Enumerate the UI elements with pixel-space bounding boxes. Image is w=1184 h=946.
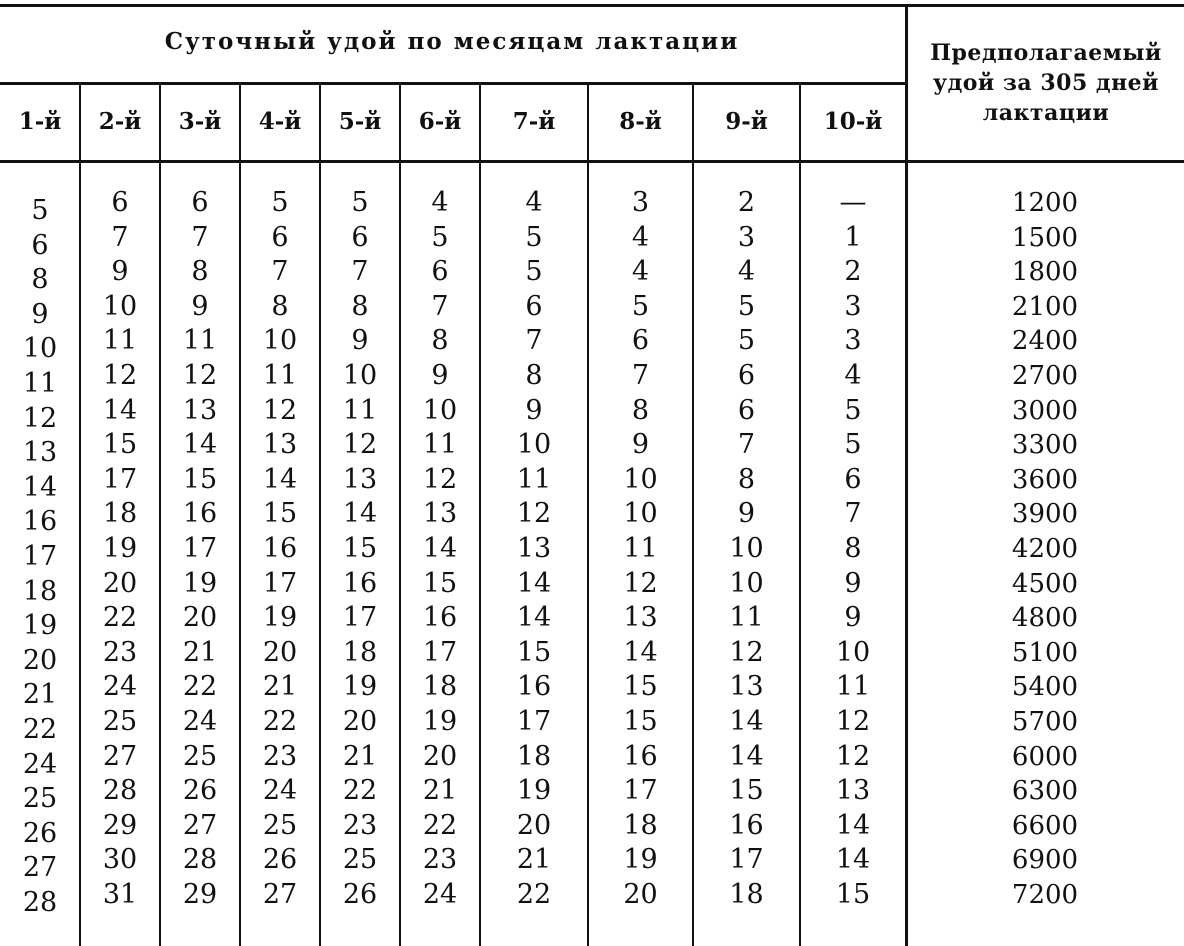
daily-yield-cell: 27 xyxy=(22,852,58,884)
daily-yield-cell: 16 xyxy=(729,809,764,841)
daily-yield-cell: 12 xyxy=(182,360,218,391)
daily-yield-cell: 12 xyxy=(102,360,138,391)
daily-yield-cell: 8 xyxy=(525,360,543,391)
daily-yield-cell: 14 xyxy=(342,498,378,530)
daily-yield-cell: 8 xyxy=(271,290,289,322)
daily-yield-cell: 7 xyxy=(844,498,862,530)
predicted-yield-cell: 1800 xyxy=(1011,257,1079,288)
daily-yield-cell: 21 xyxy=(422,775,458,807)
daily-yield-cell: 22 xyxy=(182,671,218,703)
daily-yield-cell: 7 xyxy=(525,325,543,357)
daily-yield-cell: 10 xyxy=(22,333,58,365)
daily-yield-cell: 23 xyxy=(342,809,378,841)
daily-yield-cell: 14 xyxy=(102,394,138,426)
daily-yield-cell: 6 xyxy=(271,221,289,253)
daily-yield-cell: 4 xyxy=(737,256,756,288)
daily-yield-cell: 7 xyxy=(631,360,650,391)
predicted-yield-cell: 4200 xyxy=(1011,534,1079,564)
daily-yield-cell: 23 xyxy=(102,636,138,668)
daily-yield-cell: 14 xyxy=(422,533,458,564)
daily-yield-cell: 12 xyxy=(22,402,58,434)
daily-yield-cell: 15 xyxy=(182,463,218,495)
daily-yield-cell: 12 xyxy=(835,706,871,737)
daily-yield-cell: 5 xyxy=(431,221,449,253)
daily-yield-cell: 10 xyxy=(623,498,658,530)
daily-yield-cell: 16 xyxy=(22,506,58,538)
daily-yield-cell: 28 xyxy=(182,844,218,876)
daily-yield-cell: 18 xyxy=(342,636,378,668)
month-header: 8-й xyxy=(619,108,662,135)
predicted-yield-cell: 6000 xyxy=(1011,741,1079,772)
daily-yield-cell: 30 xyxy=(102,844,138,876)
daily-yield-cell: 17 xyxy=(623,775,658,807)
predicted-yield-cell: 5400 xyxy=(1011,672,1079,703)
daily-yield-cell: 11 xyxy=(182,325,218,357)
predicted-yield-cell: 2400 xyxy=(1011,326,1079,357)
predicted-yield-cell: 2700 xyxy=(1011,361,1079,391)
daily-yield-cell: 12 xyxy=(516,498,552,530)
daily-yield-cell: 4 xyxy=(844,360,862,391)
daily-yield-cell: 21 xyxy=(516,844,552,876)
daily-yield-cell: 17 xyxy=(422,636,458,668)
daily-yield-cell: 2 xyxy=(737,187,756,218)
daily-yield-cell: 2 xyxy=(844,256,862,288)
daily-yield-cell: 9 xyxy=(737,498,756,530)
daily-yield-cell: 8 xyxy=(191,256,209,288)
daily-yield-cell: 25 xyxy=(262,809,298,841)
daily-yield-cell: 17 xyxy=(262,567,298,599)
daily-yield-cell: 26 xyxy=(262,844,298,876)
daily-yield-cell: 18 xyxy=(102,498,138,530)
daily-yield-cell: 27 xyxy=(182,809,218,841)
daily-yield-cell: 10 xyxy=(422,394,458,426)
daily-yield-cell: 6 xyxy=(525,290,543,322)
result-header-line: Предполагаемый xyxy=(930,40,1162,66)
month-header: 9-й xyxy=(725,108,768,135)
daily-yield-cell: 13 xyxy=(262,429,298,461)
daily-yield-cell: 5 xyxy=(525,221,543,253)
daily-yield-cell: 9 xyxy=(525,394,543,426)
daily-yield-cell: 22 xyxy=(422,809,458,841)
daily-yield-cell: 14 xyxy=(182,429,218,461)
daily-yield-cell: 24 xyxy=(22,748,58,780)
daily-yield-cell: 14 xyxy=(516,567,552,599)
group-header-rule xyxy=(0,82,906,85)
daily-yield-cell: 17 xyxy=(182,533,218,564)
daily-yield-cell: 6 xyxy=(31,229,49,261)
daily-yield-cell: 11 xyxy=(102,325,138,357)
daily-yield-cell: 9 xyxy=(191,290,209,322)
daily-yield-cell: 20 xyxy=(182,602,218,634)
daily-yield-cell: 13 xyxy=(516,533,552,564)
daily-yield-cell: 5 xyxy=(737,290,756,322)
daily-yield-cell: 8 xyxy=(631,394,650,426)
daily-yield-cell: 7 xyxy=(737,429,756,461)
result-header-line: лактации xyxy=(982,100,1110,126)
daily-yield-cell: 16 xyxy=(422,602,458,634)
predicted-yield-cell: 1200 xyxy=(1011,188,1079,218)
daily-yield-cell: 13 xyxy=(182,394,218,426)
daily-yield-cell: 26 xyxy=(182,775,218,807)
daily-yield-cell: 3 xyxy=(737,221,756,253)
predicted-yield-cell: 4800 xyxy=(1011,603,1079,634)
daily-yield-cell: 19 xyxy=(516,775,552,807)
daily-yield-cell: 6 xyxy=(431,256,449,288)
daily-yield-cell: 19 xyxy=(422,706,458,737)
daily-yield-cell: 14 xyxy=(835,844,871,876)
daily-yield-cell: 15 xyxy=(102,429,138,461)
daily-yield-cell: 9 xyxy=(844,567,862,599)
daily-yield-cell: 5 xyxy=(31,195,49,226)
daily-yield-cell: 6 xyxy=(737,394,756,426)
daily-yield-cell: 18 xyxy=(22,575,58,607)
daily-yield-cell: 9 xyxy=(351,325,369,357)
daily-yield-cell: 1 xyxy=(844,221,862,253)
daily-yield-cell: 20 xyxy=(262,636,298,668)
daily-yield-cell: 9 xyxy=(631,429,650,461)
daily-yield-cell: 24 xyxy=(182,706,218,737)
daily-yield-cell: 28 xyxy=(102,775,138,807)
daily-yield-cell: 4 xyxy=(631,256,650,288)
daily-yield-cell: 6 xyxy=(737,360,756,391)
daily-yield-cell: 15 xyxy=(422,567,458,599)
daily-yield-cell: 10 xyxy=(516,429,552,461)
daily-yield-cell: 17 xyxy=(516,706,552,737)
daily-yield-cell: 28 xyxy=(22,887,58,918)
daily-yield-cell: 26 xyxy=(342,879,378,910)
daily-yield-cell: 7 xyxy=(191,221,209,253)
month-header: 6-й xyxy=(418,108,462,135)
daily-yield-cell: 16 xyxy=(262,533,298,564)
daily-yield-cell: 18 xyxy=(422,671,458,703)
daily-yield-cell: 17 xyxy=(729,844,764,876)
daily-yield-cell: 16 xyxy=(182,498,218,530)
daily-yield-cell: 24 xyxy=(262,775,298,807)
daily-yield-cell: 6 xyxy=(111,187,129,218)
daily-yield-cell: 21 xyxy=(342,740,378,772)
daily-yield-cell: 19 xyxy=(262,602,298,634)
daily-yield-cell: 11 xyxy=(422,429,458,461)
daily-yield-cell: 7 xyxy=(351,256,369,288)
predicted-yield-cell: 3600 xyxy=(1011,464,1079,495)
daily-yield-cell: 23 xyxy=(422,844,458,876)
daily-yield-cell: 11 xyxy=(516,463,552,495)
daily-yield-cell: 10 xyxy=(262,325,298,357)
predicted-yield-cell: 6900 xyxy=(1011,845,1079,876)
daily-yield-cell: 9 xyxy=(31,298,49,330)
daily-yield-cell: 8 xyxy=(351,290,369,322)
predicted-yield-cell: 7200 xyxy=(1011,880,1079,910)
daily-yield-cell: 15 xyxy=(342,533,378,564)
daily-yield-cell: 4 xyxy=(431,187,449,218)
daily-yield-cell: 12 xyxy=(623,567,658,599)
daily-yield-cell: 9 xyxy=(844,602,862,634)
daily-yield-cell: 27 xyxy=(262,879,298,910)
daily-yield-cell: 20 xyxy=(623,879,658,910)
month-header: 7-й xyxy=(512,108,556,135)
daily-yield-cell: 11 xyxy=(262,360,298,391)
daily-yield-cell: 10 xyxy=(342,360,378,391)
daily-yield-cell: 25 xyxy=(342,844,378,876)
daily-yield-cell: 13 xyxy=(729,671,764,703)
predicted-yield-cell: 6300 xyxy=(1011,776,1079,807)
daily-yield-cell: 19 xyxy=(182,567,218,599)
predicted-yield-cell: 3300 xyxy=(1011,430,1079,461)
daily-yield-cell: 20 xyxy=(342,706,378,737)
daily-yield-cell: 11 xyxy=(729,602,764,634)
daily-yield-cell: 7 xyxy=(431,290,449,322)
daily-yield-cell: 12 xyxy=(342,429,378,461)
daily-yield-cell: 17 xyxy=(22,541,58,572)
daily-yield-cell: 4 xyxy=(525,187,543,218)
daily-yield-cell: 10 xyxy=(102,290,138,322)
daily-yield-cell: 7 xyxy=(111,221,129,253)
daily-yield-cell: 6 xyxy=(351,221,369,253)
daily-yield-cell: 5 xyxy=(844,394,862,426)
daily-yield-cell: 16 xyxy=(516,671,552,703)
daily-yield-cell: 22 xyxy=(102,602,138,634)
daily-yield-cell: 15 xyxy=(729,775,764,807)
result-header-line: удой за 305 дней xyxy=(932,70,1159,96)
daily-yield-cell: 10 xyxy=(623,463,658,495)
daily-yield-cell: 18 xyxy=(623,809,658,841)
month-header: 4-й xyxy=(258,108,302,135)
daily-yield-cell: 12 xyxy=(422,463,458,495)
daily-yield-cell: 13 xyxy=(422,498,458,530)
daily-yield-cell: 21 xyxy=(262,671,298,703)
daily-yield-cell: 19 xyxy=(342,671,378,703)
daily-yield-cell: 11 xyxy=(623,533,658,564)
daily-yield-cell: 15 xyxy=(623,706,658,737)
daily-yield-cell: 8 xyxy=(844,533,862,564)
header-bottom-rule xyxy=(0,160,1184,163)
daily-yield-cell: 8 xyxy=(737,463,756,495)
daily-yield-cell: 13 xyxy=(835,775,871,807)
daily-yield-cell: 16 xyxy=(623,740,658,772)
daily-yield-cell: 18 xyxy=(729,879,764,910)
daily-yield-cell: 11 xyxy=(22,368,58,399)
daily-yield-cell: 11 xyxy=(342,394,378,426)
daily-yield-cell: 21 xyxy=(182,636,218,668)
daily-yield-cell: 22 xyxy=(262,706,298,737)
daily-yield-cell: 5 xyxy=(737,325,756,357)
daily-yield-cell: 20 xyxy=(102,567,138,599)
predicted-yield-cell: 5700 xyxy=(1011,707,1079,737)
daily-yield-cell: 31 xyxy=(102,879,138,910)
top-rule xyxy=(0,4,1184,7)
daily-yield-cell: 9 xyxy=(431,360,449,391)
daily-yield-cell: 14 xyxy=(729,740,764,772)
daily-yield-cell: 22 xyxy=(342,775,378,807)
daily-yield-cell: 4 xyxy=(631,221,650,253)
daily-yield-cell: 10 xyxy=(835,636,871,668)
month-header: 3-й xyxy=(178,108,222,135)
daily-yield-cell: 13 xyxy=(342,463,378,495)
daily-yield-cell: 29 xyxy=(102,809,138,841)
daily-yield-cell: 14 xyxy=(729,706,764,737)
daily-yield-cell: 15 xyxy=(516,636,552,668)
daily-yield-cell: 14 xyxy=(22,471,58,503)
daily-yield-cell: 14 xyxy=(835,809,871,841)
daily-yield-cell: 13 xyxy=(623,602,658,634)
daily-yield-cell: 6 xyxy=(631,325,650,357)
daily-yield-cell: 5 xyxy=(844,429,862,461)
daily-yield-cell: 26 xyxy=(22,817,58,849)
daily-yield-cell: 16 xyxy=(342,567,378,599)
predicted-yield-cell: 6600 xyxy=(1011,810,1079,841)
daily-yield-cell: 7 xyxy=(271,256,289,288)
daily-yield-cell: 14 xyxy=(623,636,658,668)
daily-yield-cell: 18 xyxy=(516,740,552,772)
group-header: Суточный удой по месяцам лактации xyxy=(164,28,740,55)
daily-yield-cell: 29 xyxy=(182,879,218,910)
daily-yield-cell: 15 xyxy=(262,498,298,530)
daily-yield-cell: 22 xyxy=(516,879,552,910)
month-header: 5-й xyxy=(338,108,382,135)
predicted-yield-cell: 3000 xyxy=(1011,395,1079,426)
daily-yield-cell: 19 xyxy=(22,610,58,642)
month-header: 1-й xyxy=(18,108,62,135)
daily-yield-cell: 25 xyxy=(182,740,218,772)
daily-yield-cell: 5 xyxy=(525,256,543,288)
predicted-yield-cell: 4500 xyxy=(1011,568,1079,599)
daily-yield-cell: 22 xyxy=(22,714,58,745)
daily-yield-cell: 5 xyxy=(271,187,289,218)
daily-yield-cell: 20 xyxy=(422,740,458,772)
daily-yield-cell: 14 xyxy=(262,463,298,495)
month-header: 10-й xyxy=(823,108,883,135)
daily-yield-cell: 5 xyxy=(631,290,650,322)
daily-yield-cell: — xyxy=(839,187,867,218)
daily-yield-cell: 8 xyxy=(431,325,449,357)
result-header xyxy=(910,38,1182,128)
daily-yield-cell: 11 xyxy=(835,671,871,703)
daily-yield-cell: 25 xyxy=(102,706,138,737)
daily-yield-cell: 25 xyxy=(22,783,58,815)
daily-yield-cell: 15 xyxy=(623,671,658,703)
daily-yield-cell: 8 xyxy=(31,264,49,296)
daily-yield-cell: 9 xyxy=(111,256,129,288)
predicted-yield-cell: 3900 xyxy=(1011,499,1079,530)
daily-yield-cell: 12 xyxy=(729,636,764,668)
daily-yield-cell: 20 xyxy=(516,809,552,841)
predicted-yield-cell: 5100 xyxy=(1011,637,1079,668)
daily-yield-cell: 19 xyxy=(623,844,658,876)
predicted-yield-cell: 1500 xyxy=(1011,222,1079,253)
daily-yield-cell: 17 xyxy=(102,463,138,495)
daily-yield-cell: 6 xyxy=(191,187,209,218)
month-header: 2-й xyxy=(98,108,142,135)
daily-yield-cell: 12 xyxy=(835,740,871,772)
daily-yield-cell: 24 xyxy=(422,879,458,910)
daily-yield-cell: 21 xyxy=(22,679,58,711)
daily-yield-cell: 14 xyxy=(516,602,552,634)
daily-yield-cell: 13 xyxy=(22,437,58,469)
daily-yield-cell: 24 xyxy=(102,671,138,703)
daily-yield-cell: 20 xyxy=(22,644,58,676)
daily-yield-cell: 15 xyxy=(835,879,871,910)
daily-yield-cell: 6 xyxy=(844,463,862,495)
daily-yield-cell: 27 xyxy=(102,740,138,772)
daily-yield-cell: 5 xyxy=(351,187,369,218)
daily-yield-cell: 17 xyxy=(342,602,378,634)
daily-yield-cell: 3 xyxy=(844,325,862,357)
daily-yield-cell: 3 xyxy=(631,187,650,218)
predicted-yield-cell: 2100 xyxy=(1011,291,1079,322)
daily-yield-cell: 10 xyxy=(729,533,764,564)
daily-yield-cell: 3 xyxy=(844,290,862,322)
daily-yield-cell: 10 xyxy=(729,567,764,599)
daily-yield-cell: 19 xyxy=(102,533,138,564)
daily-yield-cell: 12 xyxy=(262,394,298,426)
daily-yield-cell: 23 xyxy=(262,740,298,772)
